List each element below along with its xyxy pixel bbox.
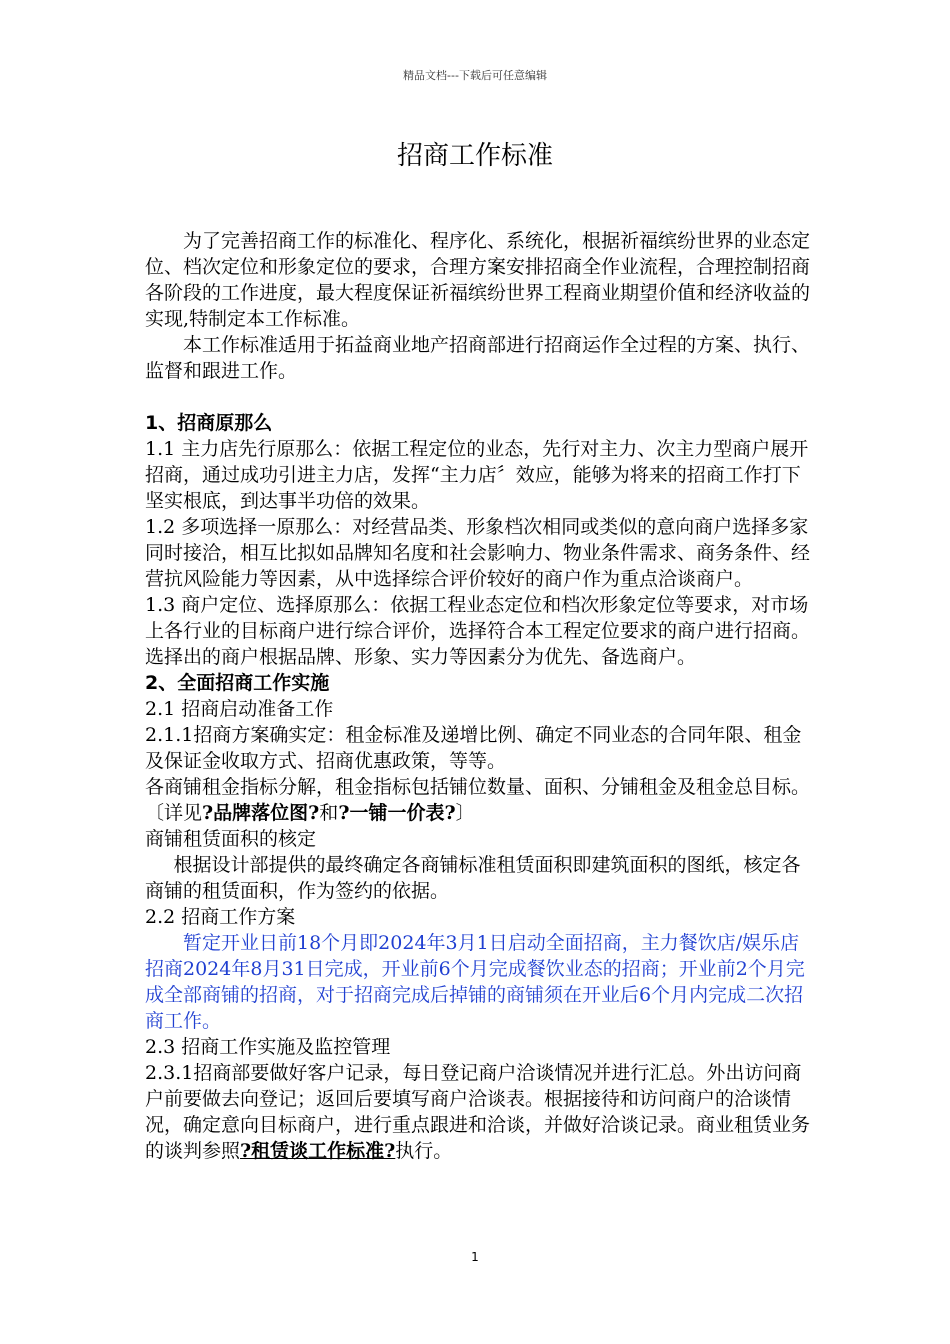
document-title: 招商工作标准 [396, 141, 553, 171]
section-1-2: 1.2 多项选择一原那么：对经营品类、形象档次相同或类似的意向商户选择多家同时接洽，相互比拟如品牌知名度和社会影响力、物业条件需求、商务条件、经营抗风险能力等因素，从中选择综合评价较好的商户作为重点洽谈商户。 [145, 516, 811, 590]
section-2-1-1: 2.1.1招商方案确实定：租金标准及递增比例、确定不同业态的合同年限、租金及保证金收取方式、招商优惠政策，等等。 [145, 724, 802, 772]
section-2-3-1 [145, 1060, 817, 1164]
rent-text: 各商铺租金指标分解，租金指标包括铺位数量、面积、分铺租金及租金总目标。〔详见 [145, 776, 811, 824]
rent-close: 〕 [455, 802, 475, 824]
brand-layout-ref: ?品牌落位图? [202, 802, 320, 824]
intro-paragraph-1: 为了完善招商工作的标准化、程序化、系统化，根据祈福缤纷世界的业态定位、档次定位和形象定位的要求，合理方案安排招商全作业流程，合理控制招商各阶段的工作进度，最大程度保证祈福缤纷世界工程商业期望价值和经济收益的实现,特制定本工作标准。 [145, 230, 811, 330]
price-table-ref: ?一铺一价表? [338, 802, 456, 824]
lease-standard-ref[interactable]: ?租赁谈工作标准? [240, 1140, 396, 1162]
area-paragraph: 根据设计部提供的最终确定各商铺标准租赁面积即建筑面积的图纸，核定各商铺的租赁面积，作为签约的依据。 [145, 854, 801, 902]
section-2-3: 2.3 招商工作实施及监控管理 [145, 1036, 391, 1058]
s231-text: 2.3.1招商部要做好客户记录，每日登记商户洽谈情况并进行汇总。外出访问商户前要做去向登记；返回后要填写商户洽谈表。根据接待和访问商户的洽谈情况，确定意向目标商户，进行重点跟进和洽谈，并做好洽谈记录。商业租赁业务的谈判参照 [145, 1062, 811, 1162]
section-1-heading: 1、招商原那么 [145, 412, 273, 434]
section-2-heading: 2、全面招商工作实施 [145, 672, 330, 694]
section-2-1: 2.1 招商启动准备工作 [145, 698, 334, 720]
plan-paragraph: 暂定开业日前18个月即2024年3月1日启动全面招商，主力餐饮店/娱乐店招商2024年8月31日完成，开业前6个月完成餐饮业态的招商；开业前2个月完成全部商铺的招商，对于招商完成后掉铺的商铺须在开业后6个月内完成二次招商工作。 [145, 932, 805, 1032]
area-title: 商铺租赁面积的核定 [145, 828, 317, 850]
section-1-3: 1.3 商户定位、选择原那么：依据工程业态定位和档次形象定位等要求，对市场上各行业的目标商户进行综合评价，选择符合本工程定位要求的商户进行招商。选择出的商户根据品牌、形象、实力等因素分为优先、备选商户。 [145, 594, 811, 668]
rent-breakdown-paragraph [145, 774, 817, 826]
section-1-1: 1.1 主力店先行原那么：依据工程定位的业态，先行对主力、次主力型商户展开招商，通过成功引进主力店，发挥“主力店〞效应，能够为将来的招商工作打下坚实根底，到达事半功倍的效果。 [145, 438, 809, 512]
document-body [145, 228, 817, 1164]
page-number: 1 [471, 1250, 479, 1264]
s231-end: 执行。 [395, 1140, 453, 1162]
rent-and: 和 [319, 802, 339, 824]
spacer [145, 384, 817, 410]
page-header: 精品文档---下载后可任意编辑 [403, 69, 547, 82]
section-2-2: 2.2 招商工作方案 [145, 906, 296, 928]
intro-paragraph-2: 本工作标准适用于拓益商业地产招商部进行招商运作全过程的方案、执行、监督和跟进工作。 [145, 334, 811, 382]
